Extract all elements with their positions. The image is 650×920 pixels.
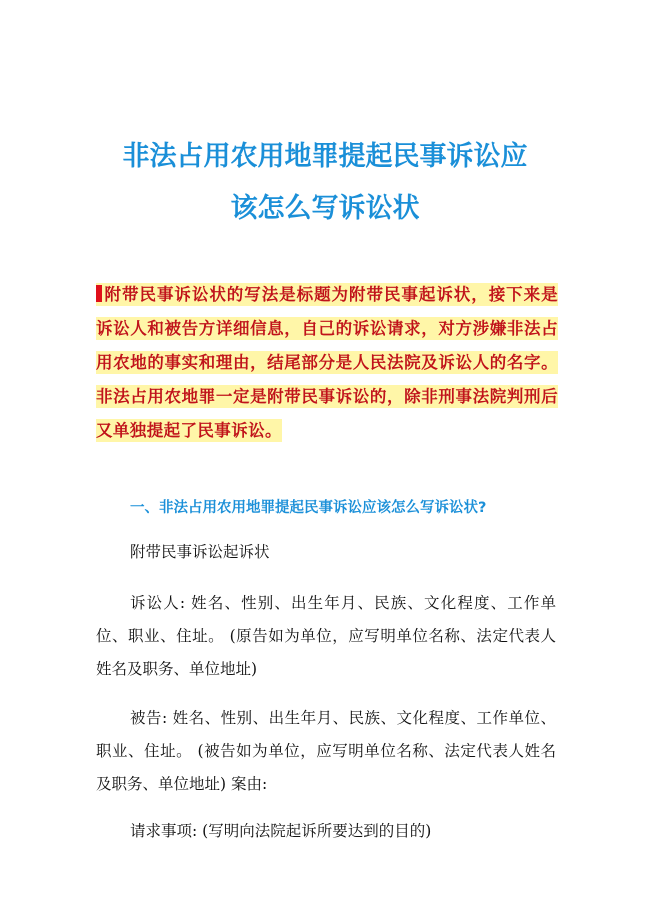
summary-marker-icon [96,285,102,302]
body-paragraph-plaintiff: 诉讼人: 姓名、性别、出生年月、民族、文化程度、工作单位、职业、住址。 (原告如为单位，应写明单位名称、法定代表人姓名及职务、单位地址) [96,594,556,678]
summary-highlight [96,283,558,442]
document-title-line-2: 该怎么写诉讼状 [230,193,420,224]
section-heading: 一、非法占用农用地罪提起民事诉讼应该怎么写诉讼状? [130,500,487,516]
body-paragraph-defendant: 被告: 姓名、性别、出生年月、民族、文化程度、工作单位、职业、住址。 (被告如为单位，应写明单位名称、法定代表人姓名及职务、单位地址) 案由: [96,709,556,793]
document-title-line-1: 非法占用农用地罪提起民事诉讼应 [122,141,528,172]
summary-paragraph [96,278,558,448]
body-paragraph-claims: 请求事项: (写明向法院起诉所要达到的目的) [130,822,432,840]
body-paragraph-complaint-title: 附带民事诉讼起诉状 [130,543,270,561]
summary-text: 附带民事诉讼状的写法是标题为附带民事起诉状，接下来是诉讼人和被告方详细信息，自己的诉讼请求，对方涉嫌非法占用农地的事实和理由，结尾部分是人民法院及诉讼人的名字。非法占用农地罪一定是附带民事诉讼的，除非刑事法院判刑后又单独提起了民事诉讼。 [96,285,558,440]
